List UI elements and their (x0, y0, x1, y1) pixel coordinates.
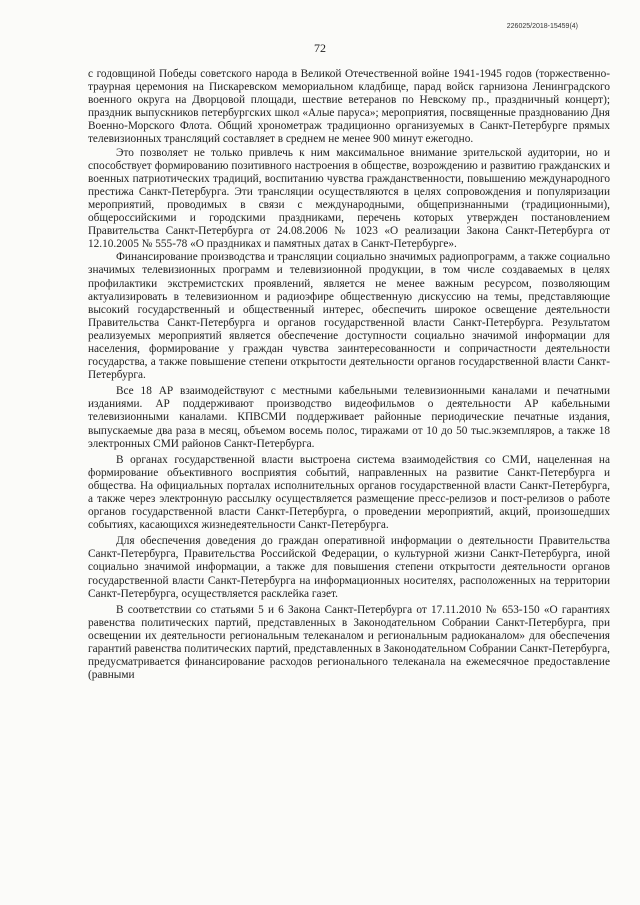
paragraph-district-media: Все 18 АР взаимодействуют с местными кабельными телевизионными каналами и печатными изданиями. АР поддерживают производство видеофильмов о деятельности АР кабельными телевизионными каналами. КПВСМИ поддерживает районные периодические печатные издания, выпускаемые два раза в месяц, объемом восемь полос, тиражами от 10 до 50 тыс.экземпляров, а также 18 электронных СМИ районов Санкт-Петербурга. (88, 385, 610, 450)
document-id: 226025/2018-15459(4) (506, 23, 578, 30)
paragraph-newspaper-posting: Для обеспечения доведения до граждан оперативной информации о деятельности Правительства Санкт-Петербурга, Правительства Российской Федерации, о культурной жизни Санкт-Петербурга, иной социально значимой информации, а также для повышения степени открытости деятельности органов государственной власти Санкт-Петербурга на информационных носителях, расположенных на территории Санкт-Петербурга, осуществляется расклейка газет. (88, 535, 610, 600)
paragraph-broadcasts-purpose: Это позволяет не только привлечь к ним максимальное внимание зрительской аудитории, но и способствует формированию позитивного настроения в обществе, возрождению и развитию гражданских и военных патриотических традиций, воспитанию чувства гражданственности, повышению международного престижа Санкт-Петербурга. Эти трансляции осуществляются в целях сопровождения и популяризации мероприятий, проводимых в связи с международными, общепризнанными (традиционными), общероссийскими и городскими праздниками, перечень которых утвержден постановлением Правительства Санкт-Петербурга от 24.08.2006 № 1023 «О реализации Закона Санкт-Петербурга от 12.10.2005 № 555-78 «О праздниках и памятных датах в Санкт-Петербурге». (88, 146, 610, 251)
page-number: 72 (314, 41, 326, 55)
paragraph-party-equality: В соответствии со статьями 5 и 6 Закона Санкт-Петербурга от 17.11.2010 № 653-150 «О гарантиях равенства политических партий, представленных в Законодательном Собрании Санкт-Петербурга, при освещении их деятельности региональным телеканалом и региональным радиоканалом» для обеспечения гарантий равенства политических партий, представленных в Законодательном Собрании Санкт-Петербурга, предусматривается финансирование расходов регионального телеканала на ежемесячное предоставление (равными (88, 603, 610, 682)
paragraph-financing: Финансирование производства и трансляции социально значимых радиопрограмм, а также социально значимых телевизионных программ и телевизионной продукции, в том числе создаваемых в целях профилактики экстремистских проявлений, является не менее важным ресурсом, позволяющим актуализировать в телевизионном и радиоэфире общественную дискуссию на темы, представляющие высокий государственный и общественный интерес, обеспечить широкое освещение деятельности Правительства Санкт-Петербурга и органов государственной власти Санкт-Петербурга. Результатом реализуемых мероприятий является обеспечение доступности социально значимой информации для населения, формирование у граждан чувства заинтересованности и сопричастности деятельности государства, а также повышение степени открытости деятельности органов государственной власти Санкт-Петербурга. (88, 251, 610, 382)
paragraph-media-interaction: В органах государственной власти выстроена система взаимодействия со СМИ, нацеленная на формирование объективного восприятия событий, направленных на развитие Санкт-Петербурга и общества. На официальных порталах исполнительных органов государственной власти Санкт-Петербурга, а также через электронную рассылку осуществляется размещение пресс-релизов и пост-релизов о работе органов государственной власти Санкт-Петербурга, о проведении мероприятий, акций, произошедших событиях, касающихся жизнедеятельности Санкт-Петербурга. (88, 453, 610, 532)
paragraph-continuation: с годовщиной Победы советского народа в Великой Отечественной войне 1941-1945 годов (торжественно-траурная церемония на Пискаревском мемориальном кладбище, парад войск гарнизона Ленинградского военного округа на Дворцовой площади, шествие ветеранов по Невскому пр., праздничный концерт); праздник выпускников петербургских школ «Алые паруса»; мероприятия, посвященные празднованию Дня Военно-Морского Флота. Общий хронометраж традиционно организуемых в Санкт-Петербурге прямых телевизионных трансляций составляет в среднем не менее 900 минут ежегодно. (88, 68, 610, 146)
document-body (88, 68, 610, 682)
